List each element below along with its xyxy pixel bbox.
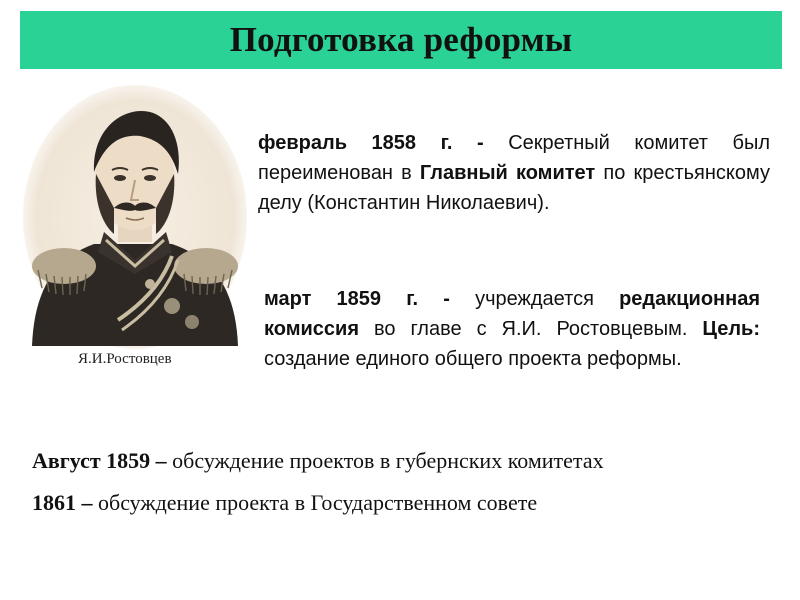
paragraph-text: по крестьянскому делу (Константин Николаевич). [258, 162, 770, 214]
portrait-image [22, 84, 248, 350]
timeline-august-1859 [32, 448, 604, 474]
paragraph-text: Секретный комитет был переименован в [258, 132, 771, 184]
title-banner [20, 11, 782, 69]
term-editorial-commission: редакционная комиссия [264, 288, 760, 340]
dash: - [418, 288, 476, 310]
slide-title: Подготовка реформы [229, 20, 573, 59]
dash: - [452, 132, 509, 154]
paragraph-february-1858 [258, 128, 770, 218]
timeline-1861 [32, 490, 537, 516]
paragraph-text: учреждается [475, 288, 620, 310]
timeline-date: Август 1859 – [32, 448, 167, 473]
paragraph-text: во главе с Я.И. Ростовцевым. [359, 318, 703, 340]
goal-label: Цель: [702, 318, 760, 340]
date-march-1859: март 1859 г. [264, 288, 419, 310]
timeline-text: обсуждение проектов в губернских комитетах [166, 448, 604, 473]
date-february-1858: февраль 1858 г. [258, 132, 453, 154]
paragraph-march-1859 [264, 284, 760, 374]
portrait-caption: Я.И.Ростовцев [78, 351, 172, 367]
term-main-committee: Главный комитет [419, 162, 596, 184]
timeline-text: обсуждение проекта в Государственном совете [92, 490, 538, 515]
goal-text: создание единого общего проекта реформы. [264, 348, 682, 370]
timeline-date: 1861 – [32, 490, 93, 515]
